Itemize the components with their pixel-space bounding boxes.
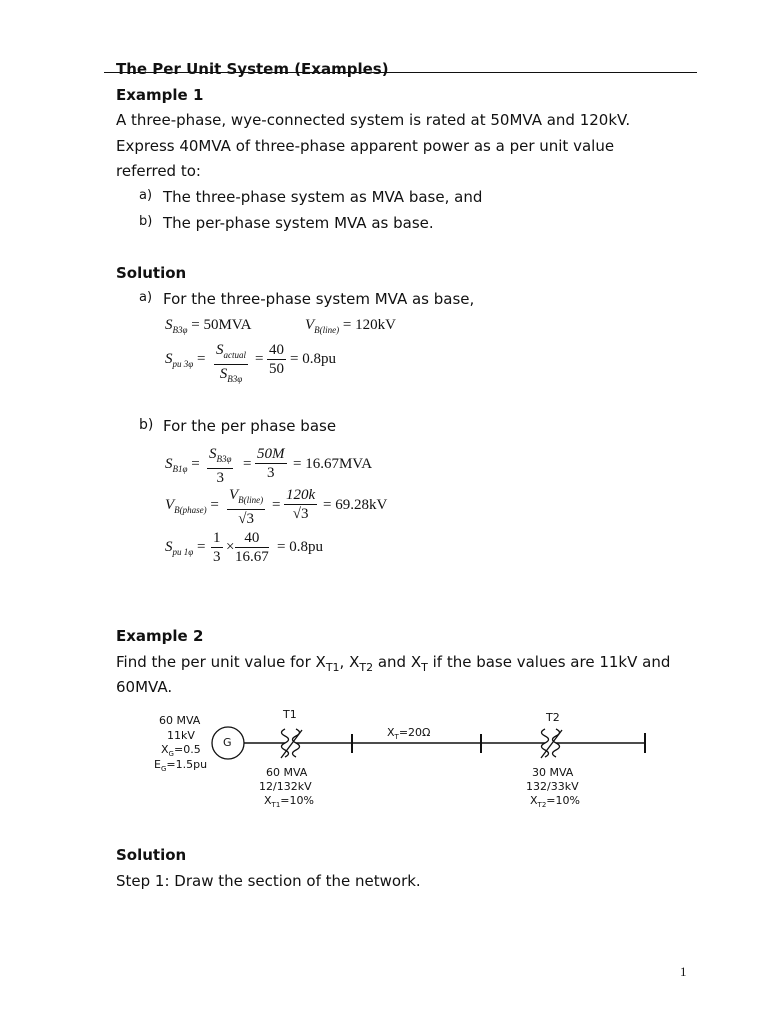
example2-line-1: [116, 653, 670, 674]
t2-rating: 30 MVA: [532, 766, 574, 779]
text-sub: G: [160, 765, 167, 774]
eq-symbol: V: [165, 497, 175, 513]
text: if the base values are 11kV and: [427, 653, 671, 671]
text: =0.5: [173, 743, 201, 756]
t1-rating: 60 MVA: [266, 766, 308, 779]
eq-operator: =: [255, 351, 264, 367]
text-sub: T2: [359, 661, 374, 674]
equation-v-bline: [305, 317, 396, 335]
example1-line-1: A three-phase, wye-connected system is rated at 50MVA and 120kV.: [116, 111, 631, 129]
frac-den: 16.67: [235, 549, 269, 565]
text: =10%: [546, 794, 580, 807]
eq-result: = 16.67MVA: [293, 456, 373, 472]
example1-line-3: referred to:: [116, 162, 201, 180]
example2-line-2: 60MVA.: [116, 678, 173, 696]
eq-lhs: $S_{pu 1\varphi}$ =: [165, 539, 206, 557]
text-sub: T: [394, 733, 399, 742]
text: , X: [339, 653, 360, 671]
t2-label: T2: [546, 711, 560, 724]
eq-symbol: S: [219, 366, 228, 382]
single-line-diagram: [140, 700, 660, 815]
eq-symbol: S: [165, 351, 173, 367]
t2-voltage: 132/33kV: [526, 780, 579, 793]
eq-rhs: = 120kV: [342, 317, 396, 333]
example1-heading: Example 1: [116, 86, 204, 104]
list-item: The per-phase system MVA as base.: [163, 214, 434, 232]
frac-den: 3: [267, 465, 275, 481]
eq-subscript: B1φ: [172, 464, 188, 474]
gen-rating: 60 MVA: [159, 714, 201, 727]
frac-num: 40: [235, 530, 269, 548]
list-item: The three-phase system as MVA base, and: [163, 188, 483, 206]
text: X: [264, 794, 272, 807]
page-title: The Per Unit System (Examples): [116, 60, 389, 78]
eq-symbol: V: [305, 317, 315, 333]
header-rule: [104, 72, 697, 73]
frac-den: 3: [213, 549, 221, 565]
text-sub: T1: [271, 801, 281, 810]
eq-symbol: S: [165, 456, 173, 472]
frac-num: 120k: [286, 487, 316, 503]
fraction: [207, 446, 233, 486]
eq-result: = 0.8pu: [277, 539, 323, 555]
eq-subscript: B3φ: [172, 325, 188, 335]
line-reactance: [387, 726, 430, 741]
text-sub: G: [168, 750, 174, 759]
t1-reactance: [264, 794, 314, 809]
text: =1.5pu: [166, 758, 208, 771]
eq-subscript: B(phase): [174, 505, 207, 515]
eq-symbol: V: [229, 487, 239, 503]
frac-den: 50: [269, 361, 284, 377]
fraction: [227, 487, 265, 527]
t1-label: T1: [283, 708, 297, 721]
eq-symbol: S: [165, 317, 173, 333]
eq-lhs: $S_{pu 3\varphi}$ =: [165, 351, 206, 369]
text: X: [161, 743, 169, 756]
eq-lhs: $S_{B1\varphi}$ =: [165, 456, 200, 474]
frac-num: 50M: [257, 446, 285, 462]
eq-subscript: B(line): [238, 495, 264, 505]
eq-subscript: pu 3φ: [172, 359, 194, 369]
text: Find the per unit value for X: [116, 653, 326, 671]
eq-subscript: B(line): [314, 325, 340, 335]
solution2-heading: Solution: [116, 846, 187, 864]
list-marker: b): [139, 214, 153, 229]
text-sub: T2: [537, 801, 547, 810]
frac-num: 40: [269, 342, 284, 358]
part-a-text: For the three-phase system MVA as base,: [163, 290, 475, 308]
eq-symbol: S: [216, 342, 224, 358]
eq-subscript: B3φ: [216, 454, 232, 464]
eq-result: = 69.28kV: [323, 497, 388, 513]
text: and X: [373, 653, 422, 671]
fraction: [211, 530, 223, 565]
step-1-text: Step 1: Draw the section of the network.: [116, 872, 421, 890]
list-marker: a): [139, 290, 153, 305]
example2-heading: Example 2: [116, 627, 204, 645]
frac-den: √3: [238, 511, 254, 527]
eq-lhs: $V_{B(phase)}$ =: [165, 497, 219, 515]
equation-s-b3phi: [165, 317, 252, 335]
gen-emf: [154, 758, 207, 773]
solution1-heading: Solution: [116, 264, 187, 282]
eq-result: = 0.8pu: [290, 351, 336, 367]
eq-symbol: S: [165, 539, 173, 555]
frac-den: √3: [292, 506, 309, 522]
fraction: [255, 446, 287, 481]
text-sub: T1: [325, 661, 340, 674]
t1-voltage: 12/132kV: [259, 780, 312, 793]
fraction: [235, 530, 269, 565]
generator-label: G: [223, 736, 232, 749]
network-diagram: [140, 700, 660, 815]
eq-subscript: B3φ: [227, 374, 243, 384]
t2-reactance: [530, 794, 580, 809]
eq-symbol: S: [209, 446, 217, 462]
frac-den: 3: [216, 470, 224, 486]
fraction: [267, 342, 286, 377]
text-sub: T: [421, 661, 428, 674]
eq-subscript: pu 1φ: [172, 547, 194, 557]
gen-reactance: [161, 743, 201, 758]
list-marker: b): [139, 417, 154, 433]
text: X: [530, 794, 538, 807]
eq-operator: =: [272, 497, 281, 513]
fraction: [214, 342, 248, 387]
text: X: [387, 726, 395, 739]
eq-rhs: = 50MVA: [191, 317, 252, 333]
eq-subscript: actual: [223, 350, 246, 360]
fraction: [284, 487, 317, 522]
example1-line-2: Express 40MVA of three-phase apparent power as a per unit value: [116, 137, 615, 155]
part-b-text: For the per phase base: [163, 417, 337, 435]
list-marker: a): [139, 188, 153, 203]
eq-operator: ×: [226, 539, 235, 555]
text: =10%: [280, 794, 314, 807]
frac-num: 1: [213, 530, 221, 546]
gen-voltage: 11kV: [167, 729, 195, 742]
text: E: [154, 758, 161, 771]
page-number: 1: [680, 964, 687, 979]
text: =20Ω: [398, 726, 431, 739]
eq-operator: =: [243, 456, 252, 472]
